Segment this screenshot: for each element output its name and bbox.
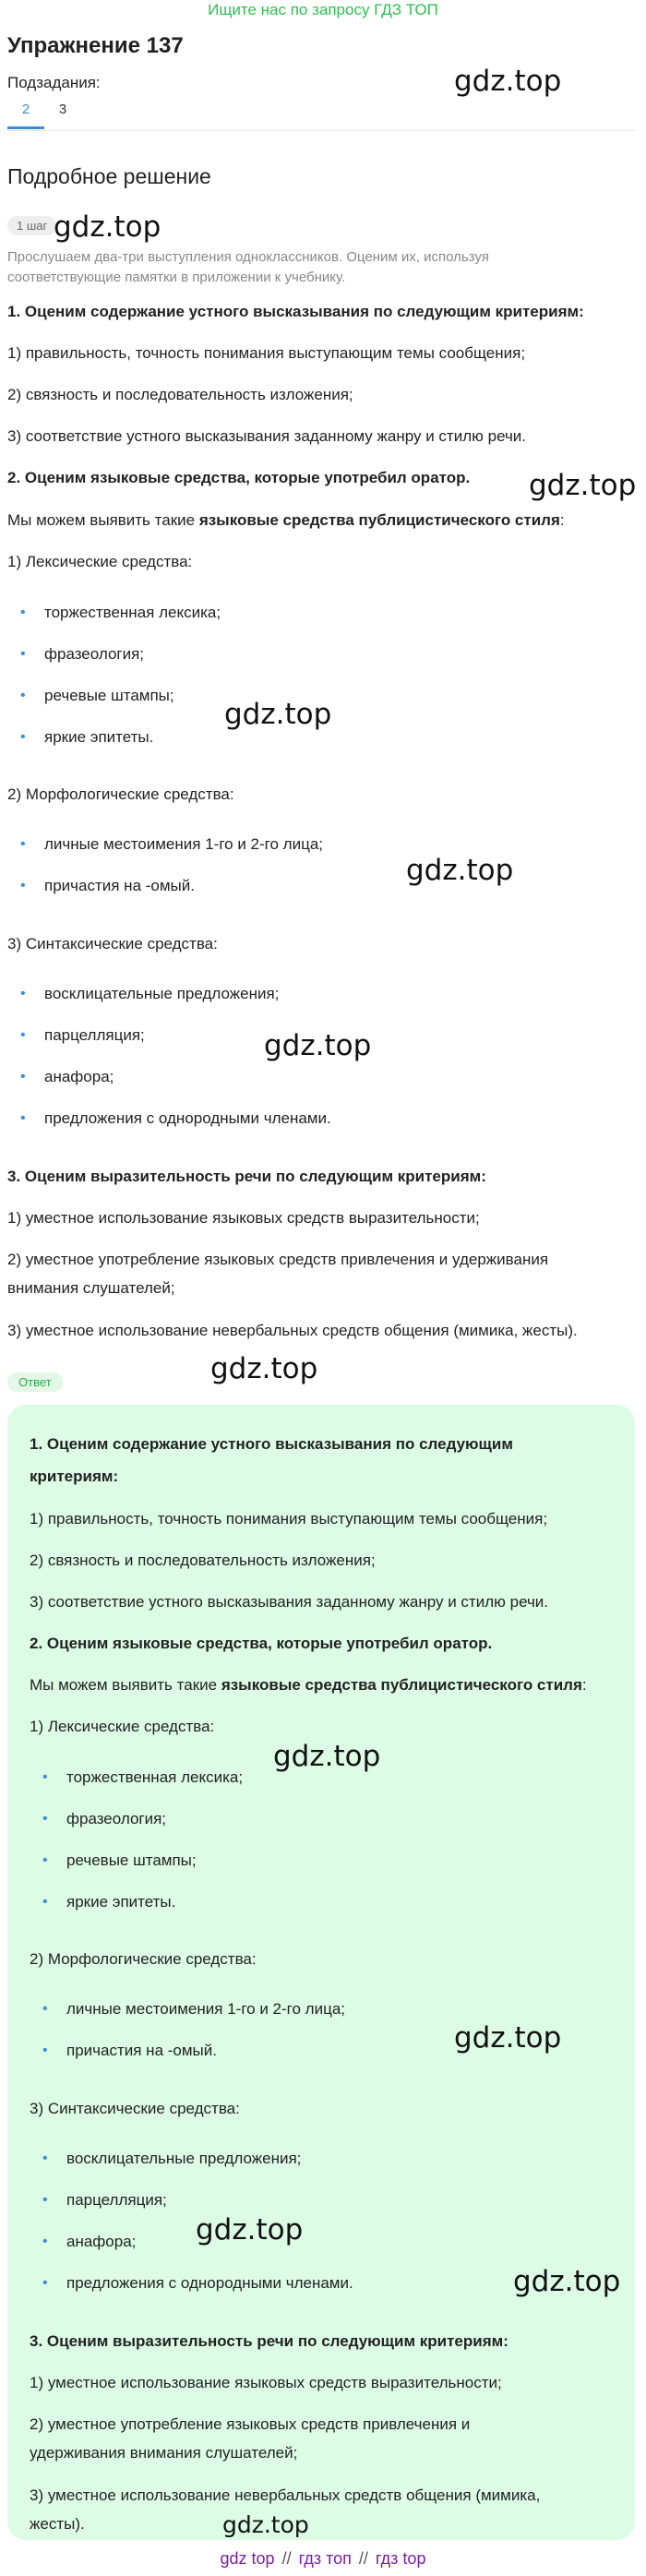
solution-expr-3: 3) уместное использование невербальных средств общения (мимика, жесты).	[7, 1322, 578, 1339]
solution-criterion-2: 2) связность и последовательность изложения;	[7, 386, 353, 403]
list-item: • предложения с однородными членами.	[44, 1108, 331, 1130]
footer-separator: //	[281, 2549, 292, 2568]
solution-heading-1: 1. Оценим содержание устного высказывания по следующим критериям:	[7, 303, 584, 320]
solution-heading-3: 3. Оценим выразительность речи по следующим критериям:	[7, 1168, 486, 1185]
list-item: • речевые штампы;	[66, 1850, 197, 1872]
watermark: gdz.top	[454, 65, 562, 98]
solution-expr-2b: внимания слушателей;	[7, 1279, 175, 1297]
answer-criterion-2: 2) связность и последовательность изложения;	[30, 1552, 376, 1569]
list-item: • фразеология;	[66, 1808, 166, 1830]
answer-paragraph: Мы можем выявить такие языковые средства публицистического стиля:	[30, 1676, 587, 1694]
step-badge: 1 шаг	[7, 216, 56, 235]
watermark: gdz.top	[196, 2213, 304, 2247]
answer-synt-label: 3) Синтаксические средства:	[30, 2100, 240, 2117]
footer-links	[0, 2549, 646, 2569]
answer-expr-2b: удерживания внимания слушателей;	[30, 2444, 298, 2462]
watermark: gdz.top	[210, 1352, 318, 1385]
watermark: gdz.top	[54, 210, 162, 244]
list-item: • яркие эпитеты.	[66, 1891, 175, 1913]
answer-expr-2a: 2) уместное употребление языковых средств привлечения и	[30, 2415, 471, 2433]
list-item: • причастия на -омый.	[66, 2040, 217, 2062]
watermark: gdz.top	[406, 854, 514, 887]
list-item: • торжественная лексика;	[44, 602, 221, 624]
subtask-tabs	[7, 102, 81, 129]
solution-lexical-label: 1) Лексические средства:	[7, 553, 193, 570]
footer-link-gdz-top[interactable]: gdz top	[220, 2549, 275, 2568]
solution-criterion-1: 1) правильность, точность понимания выступающим темы сообщения;	[7, 344, 526, 362]
list-item: • парцелляция;	[66, 2189, 167, 2211]
solution-paragraph: Мы можем выявить такие языковые средства публицистического стиля:	[7, 511, 565, 529]
answer-box	[7, 1405, 635, 2540]
footer-separator: //	[358, 2549, 368, 2568]
answer-badge: Ответ	[7, 1372, 63, 1392]
watermark: gdz.top	[529, 469, 637, 502]
tab-subtask-3[interactable]: 3	[58, 102, 67, 117]
intro-text: Прослушаем два-три выступления одноклассников. Оценим их, используя соответствующие памятки в приложении к учебнику.	[7, 249, 489, 285]
list-item: • торжественная лексика;	[66, 1767, 243, 1789]
list-item: • личные местоимения 1-го и 2-го лица;	[44, 833, 323, 856]
answer-lexical-label: 1) Лексические средства:	[30, 1718, 215, 1735]
list-item: • фразеология;	[44, 643, 144, 665]
page-title: Упражнение 137	[7, 33, 184, 58]
list-item: • личные местоимения 1-го и 2-го лица;	[66, 1998, 345, 2020]
watermark: gdz.top	[273, 1740, 381, 1773]
watermark: gdz.top	[224, 698, 332, 731]
list-item: • анафора;	[66, 2231, 136, 2253]
answer-expr-3b: жесты).	[30, 2515, 85, 2533]
list-item: • восклицательные предложения;	[66, 2148, 301, 2170]
answer-expr-1: 1) уместное использование языковых средств выразительности;	[30, 2374, 502, 2391]
answer-criterion-1: 1) правильность, точность понимания выступающим темы сообщения;	[30, 1510, 548, 1528]
solution-expr-2a: 2) уместное употребление языковых средств привлечения и удерживания	[7, 1251, 549, 1268]
watermark: gdz.top	[264, 1029, 372, 1062]
footer-link-gdz-top-mixed[interactable]: гдз top	[375, 2549, 426, 2568]
solution-criterion-3: 3) соответствие устного высказывания заданному жанру и стилю речи.	[7, 427, 527, 445]
list-item: • речевые штампы;	[44, 685, 174, 707]
solution-morph-label: 2) Морфологические средства:	[7, 785, 234, 803]
solution-expr-1: 1) уместное использование языковых средств выразительности;	[7, 1209, 480, 1227]
tab-subtask-2[interactable]: 2	[7, 102, 44, 129]
answer-criterion-3: 3) соответствие устного высказывания заданному жанру и стилю речи.	[30, 1593, 549, 1611]
watermark: gdz.top	[513, 2265, 621, 2298]
answer-heading-2: 2. Оценим языковые средства, которые употребил оратор.	[30, 1635, 493, 1652]
watermark: gdz.top	[454, 2021, 562, 2055]
solution-synt-label: 3) Синтаксические средства:	[7, 935, 218, 953]
tabs-divider	[7, 130, 635, 131]
solution-heading-2: 2. Оценим языковые средства, которые употребил оратор.	[7, 469, 471, 486]
solution-title: Подробное решение	[7, 164, 211, 188]
list-item: • анафора;	[44, 1066, 114, 1088]
list-item: • предложения с однородными членами.	[66, 2272, 353, 2294]
list-item: • парцелляция;	[44, 1024, 145, 1047]
answer-morph-label: 2) Морфологические средства:	[30, 1950, 257, 1968]
list-item: • яркие эпитеты.	[44, 726, 153, 749]
answer-heading-3: 3. Оценим выразительность речи по следующим критериям:	[30, 2332, 508, 2350]
search-banner: Ищите нас по запросу ГДЗ ТОП	[208, 1, 438, 18]
watermark: gdz.top	[222, 2511, 309, 2538]
answer-expr-3a: 3) уместное использование невербальных средств общения (мимика,	[30, 2486, 541, 2504]
subtasks-label: Подзадания:	[7, 74, 101, 91]
list-item: • восклицательные предложения;	[44, 983, 279, 1005]
answer-heading-1a: 1. Оценим содержание устного высказывания по следующим	[30, 1435, 513, 1453]
answer-heading-1b: критериям:	[30, 1468, 119, 1485]
footer-link-gdz-top-ru[interactable]: гдз топ	[298, 2549, 352, 2568]
list-item: • причастия на -омый.	[44, 875, 195, 897]
